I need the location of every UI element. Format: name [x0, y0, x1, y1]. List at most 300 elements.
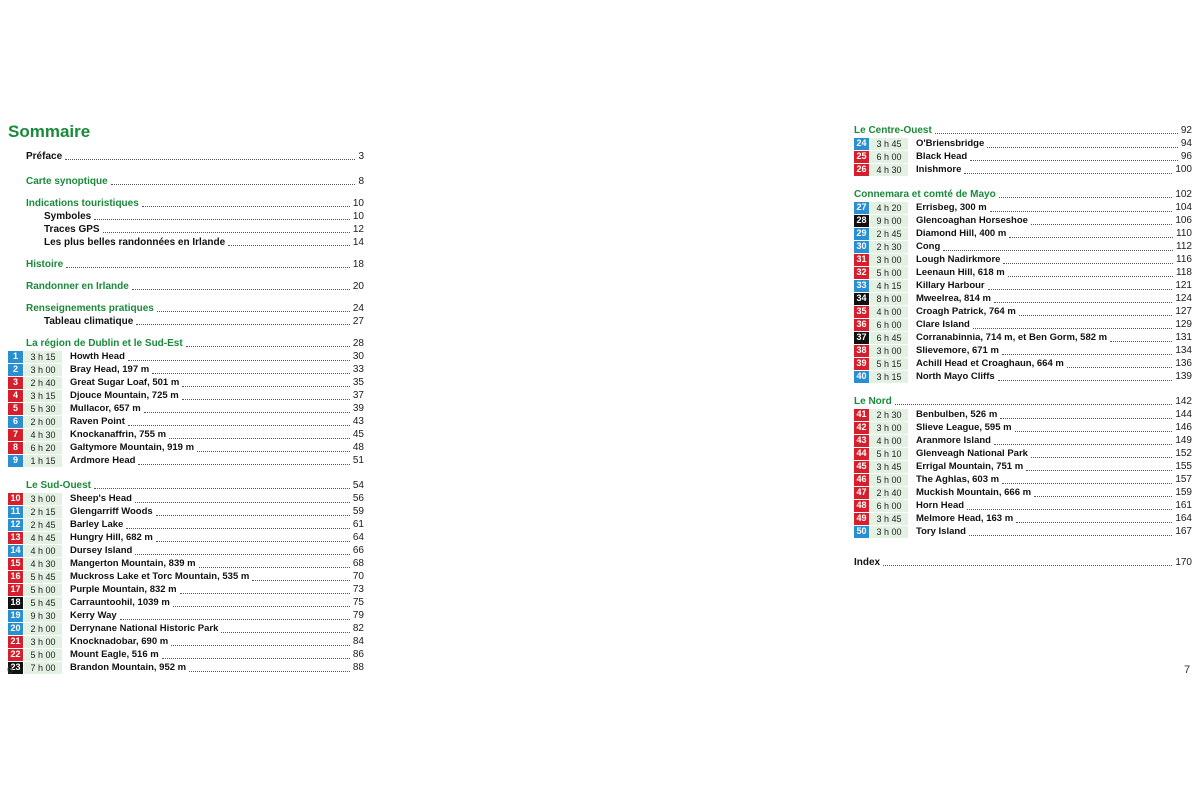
toc-entry[interactable] [854, 124, 1192, 137]
walk-number-badge: 17 [8, 584, 23, 596]
dot-leader [144, 412, 350, 413]
walk-number-badge: 14 [8, 545, 23, 557]
walk-entry[interactable] [8, 350, 364, 363]
dot-leader [94, 488, 350, 489]
walk-number-badge: 46 [854, 474, 869, 486]
walk-duration: 3 h 00 [870, 345, 908, 357]
toc-entry[interactable] [854, 556, 1192, 569]
dot-leader [66, 267, 350, 268]
walk-number-badge: 29 [854, 228, 869, 240]
walk-name: Mullacor, 657 m [70, 403, 141, 414]
walk-duration: 3 h 15 [24, 351, 62, 363]
toc-entry[interactable] [8, 223, 364, 236]
page-number-right: 7 [1184, 664, 1191, 676]
walk-name: Croagh Patrick, 764 m [916, 306, 1016, 317]
walk-number-badge: 23 [8, 662, 23, 674]
walk-duration: 3 h 00 [870, 254, 908, 266]
dot-leader [1031, 224, 1172, 225]
walk-entry[interactable] [8, 518, 364, 531]
walk-number-badge: 11 [8, 506, 23, 518]
walk-page: 79 [352, 610, 364, 621]
walk-entry[interactable] [8, 402, 364, 415]
walk-entry[interactable] [854, 357, 1192, 370]
walk-page: 61 [352, 519, 364, 530]
walk-name: Carrauntoohil, 1039 m [70, 597, 170, 608]
toc-entry-label: Histoire [26, 259, 64, 270]
walk-number-badge: 5 [8, 403, 23, 415]
walk-name: Killary Harbour [916, 280, 985, 291]
walk-entry[interactable] [854, 447, 1192, 460]
dot-leader [156, 541, 350, 542]
dot-leader [895, 404, 1173, 405]
walk-entry[interactable] [854, 525, 1192, 538]
walk-name: North Mayo Cliffs [916, 371, 995, 382]
walk-number-badge: 1 [8, 351, 23, 363]
walk-page: 124 [1175, 293, 1192, 304]
toc-gap [854, 538, 1192, 556]
walk-entry[interactable] [854, 318, 1192, 331]
walk-page: 33 [352, 364, 364, 375]
walk-number-badge: 38 [854, 345, 869, 357]
walk-entry[interactable] [8, 544, 364, 557]
walk-entry[interactable] [854, 137, 1192, 150]
dot-leader [999, 197, 1173, 198]
walk-number-badge: 8 [8, 442, 23, 454]
walk-duration: 9 h 00 [870, 215, 908, 227]
walk-entry[interactable] [8, 376, 364, 389]
walk-page: 73 [352, 584, 364, 595]
walk-entry[interactable] [854, 214, 1192, 227]
walk-entry[interactable] [8, 441, 364, 454]
walk-name: Raven Point [70, 416, 125, 427]
dot-leader [182, 399, 350, 400]
dot-leader [1015, 431, 1173, 432]
walk-page: 59 [352, 506, 364, 517]
walk-number-badge: 40 [854, 371, 869, 383]
walk-entry[interactable] [8, 570, 364, 583]
dot-leader [180, 593, 350, 594]
walk-entry[interactable] [854, 421, 1192, 434]
walk-entry[interactable] [8, 492, 364, 505]
walk-page: 159 [1175, 487, 1192, 498]
walk-duration: 1 h 15 [24, 455, 62, 467]
walk-page: 37 [352, 390, 364, 401]
walk-number-badge: 6 [8, 416, 23, 428]
dot-leader [1002, 354, 1172, 355]
toc-entry-page: 54 [352, 480, 364, 491]
walk-entry[interactable] [854, 150, 1192, 163]
dot-leader [1002, 483, 1172, 484]
walk-entry[interactable] [8, 454, 364, 467]
walk-entry[interactable] [8, 428, 364, 441]
walk-name: Dursey Island [70, 545, 133, 556]
walk-name: Horn Head [916, 500, 965, 511]
toc-entry-page: 10 [352, 198, 364, 209]
dot-leader [1019, 315, 1173, 316]
dot-leader [988, 289, 1173, 290]
toc-entry[interactable] [8, 280, 364, 293]
walk-name: Lough Nadirkmore [916, 254, 1001, 265]
walk-number-badge: 24 [854, 138, 869, 150]
toc-entry-label: Indications touristiques [26, 198, 139, 209]
dot-leader [221, 632, 350, 633]
toc-entry[interactable] [8, 175, 364, 188]
walk-page: 86 [352, 649, 364, 660]
toc-entry[interactable] [8, 315, 364, 328]
toc-entry-label: Traces GPS [44, 224, 100, 235]
toc-entry[interactable] [8, 197, 364, 210]
dot-leader [135, 502, 350, 503]
walk-page: 157 [1175, 474, 1192, 485]
walk-duration: 3 h 15 [870, 371, 908, 383]
walk-number-badge: 10 [8, 493, 23, 505]
walk-entry[interactable] [854, 240, 1192, 253]
toc-gap [8, 249, 364, 258]
walk-page: 152 [1175, 448, 1192, 459]
walk-number-badge: 7 [8, 429, 23, 441]
toc-entry-page: 142 [1175, 396, 1192, 407]
toc-entry-page: 3 [358, 151, 364, 162]
walk-duration: 2 h 40 [870, 487, 908, 499]
walk-entry[interactable] [8, 635, 364, 648]
toc-gap [8, 467, 364, 479]
walk-duration: 4 h 20 [870, 202, 908, 214]
dot-leader [883, 565, 1172, 566]
dot-leader [126, 528, 350, 529]
dot-leader [973, 328, 1172, 329]
walk-entry[interactable] [854, 292, 1192, 305]
toc-entry[interactable] [8, 236, 364, 249]
walk-name: O'Briensbridge [916, 138, 985, 149]
walk-duration: 6 h 45 [870, 332, 908, 344]
toc-entry-page: 20 [352, 281, 364, 292]
toc-entry[interactable] [8, 210, 364, 223]
dot-leader [994, 302, 1172, 303]
walk-number-badge: 12 [8, 519, 23, 531]
walk-page: 149 [1175, 435, 1192, 446]
walk-duration: 3 h 15 [24, 390, 62, 402]
dot-leader [964, 173, 1172, 174]
dot-leader [935, 133, 1178, 134]
walk-number-badge: 13 [8, 532, 23, 544]
dot-leader [1034, 496, 1172, 497]
dot-leader [142, 206, 350, 207]
walk-name: Diamond Hill, 400 m [916, 228, 1007, 239]
walk-page: 118 [1176, 267, 1192, 278]
walk-page: 66 [352, 545, 364, 556]
walk-entry[interactable] [854, 473, 1192, 486]
walk-page: 112 [1176, 241, 1192, 252]
walk-duration: 4 h 45 [24, 532, 62, 544]
walk-duration: 5 h 00 [24, 649, 62, 661]
walk-entry[interactable] [8, 596, 364, 609]
walk-page: 75 [352, 597, 364, 608]
walk-entry[interactable] [854, 486, 1192, 499]
walk-page: 68 [352, 558, 364, 569]
walk-name: Great Sugar Loaf, 501 m [70, 377, 180, 388]
toc-entry-page: 170 [1175, 557, 1192, 568]
walk-entry[interactable] [8, 415, 364, 428]
walk-page: 155 [1175, 461, 1192, 472]
toc-entry-label: Renseignements pratiques [26, 303, 154, 314]
walk-page: 139 [1175, 371, 1192, 382]
walk-page: 164 [1175, 513, 1192, 524]
walk-page: 43 [352, 416, 364, 427]
toc-entry-page: 27 [352, 316, 364, 327]
walk-entry[interactable] [854, 344, 1192, 357]
walk-entry[interactable] [854, 163, 1192, 176]
dot-leader [1000, 418, 1172, 419]
walk-duration: 3 h 00 [870, 422, 908, 434]
walk-page: 100 [1175, 164, 1192, 175]
walk-name: Brandon Mountain, 952 m [70, 662, 187, 673]
walk-number-badge: 27 [854, 202, 869, 214]
walk-duration: 6 h 20 [24, 442, 62, 454]
dot-leader [111, 184, 356, 185]
walk-entry[interactable] [854, 253, 1192, 266]
walk-duration: 4 h 00 [24, 545, 62, 557]
toc-entry-page: 24 [352, 303, 364, 314]
walk-entry[interactable] [8, 583, 364, 596]
toc-gap [8, 328, 364, 337]
dot-leader [156, 515, 350, 516]
walk-entry[interactable] [8, 557, 364, 570]
toc-gap [8, 293, 364, 302]
walk-duration: 3 h 45 [870, 513, 908, 525]
walk-number-badge: 47 [854, 487, 869, 499]
dot-leader [199, 567, 350, 568]
walk-name: Aranmore Island [916, 435, 991, 446]
walk-name: Hungry Hill, 682 m [70, 532, 153, 543]
toc-entry-page: 102 [1175, 189, 1192, 200]
walk-name: Black Head [916, 151, 968, 162]
dot-leader [103, 232, 350, 233]
toc-entry-label: Le Nord [854, 396, 892, 407]
walk-entry[interactable] [854, 512, 1192, 525]
toc-entry-page: 92 [1180, 125, 1192, 136]
walk-entry[interactable] [854, 279, 1192, 292]
walk-entry[interactable] [854, 201, 1192, 214]
walk-page: 88 [352, 662, 364, 673]
walk-entry[interactable] [8, 505, 364, 518]
walk-duration: 2 h 30 [870, 409, 908, 421]
walk-name: Purple Mountain, 832 m [70, 584, 177, 595]
walk-number-badge: 37 [854, 332, 869, 344]
walk-page: 56 [352, 493, 364, 504]
walk-name: Errigal Mountain, 751 m [916, 461, 1024, 472]
walk-duration: 2 h 00 [24, 623, 62, 635]
walk-page: 45 [352, 429, 364, 440]
toc-entry[interactable] [8, 479, 364, 492]
walk-duration: 7 h 00 [24, 662, 62, 674]
toc-gap [8, 163, 364, 175]
page-number-left: 6 [7, 664, 14, 676]
walk-entry[interactable] [8, 389, 364, 402]
dot-leader [252, 580, 350, 581]
walk-entry[interactable] [854, 331, 1192, 344]
dot-leader [157, 311, 350, 312]
toc-entry-page: 14 [352, 237, 364, 248]
walk-number-badge: 39 [854, 358, 869, 370]
page-title: Sommaire [8, 122, 91, 141]
walk-page: 48 [352, 442, 364, 453]
walk-page: 144 [1175, 409, 1192, 420]
walk-number-badge: 2 [8, 364, 23, 376]
dot-leader [987, 147, 1178, 148]
toc-entry[interactable] [8, 150, 364, 163]
walk-entry[interactable] [854, 305, 1192, 318]
dot-leader [197, 451, 350, 452]
toc-entry-label: Tableau climatique [44, 316, 134, 327]
dot-leader [138, 464, 349, 465]
walk-name: Derrynane National Historic Park [70, 623, 219, 634]
walk-number-badge: 36 [854, 319, 869, 331]
walk-name: Mweelrea, 814 m [916, 293, 991, 304]
dot-leader [1067, 367, 1172, 368]
walk-entry[interactable] [8, 363, 364, 376]
walk-number-badge: 16 [8, 571, 23, 583]
toc-left [8, 150, 364, 674]
walk-page: 121 [1175, 280, 1192, 291]
dot-leader [1003, 263, 1173, 264]
walk-number-badge: 9 [8, 455, 23, 467]
walk-name: Tory Island [916, 526, 966, 537]
toc-gap [854, 176, 1192, 188]
walk-entry[interactable] [8, 609, 364, 622]
walk-page: 64 [352, 532, 364, 543]
walk-name: Glengarriff Woods [70, 506, 153, 517]
toc-entry[interactable] [8, 258, 364, 271]
dot-leader [1016, 522, 1172, 523]
walk-number-badge: 45 [854, 461, 869, 473]
walk-entry[interactable] [8, 661, 364, 674]
walk-duration: 2 h 45 [870, 228, 908, 240]
walk-number-badge: 48 [854, 500, 869, 512]
dot-leader [94, 219, 350, 220]
walk-entry[interactable] [8, 648, 364, 661]
walk-page: 129 [1175, 319, 1192, 330]
dot-leader [994, 444, 1172, 445]
walk-number-badge: 20 [8, 623, 23, 635]
dot-leader [970, 160, 1178, 161]
toc-entry[interactable] [854, 188, 1192, 201]
walk-number-badge: 41 [854, 409, 869, 421]
walk-name: Sheep's Head [70, 493, 132, 504]
walk-page: 136 [1175, 358, 1192, 369]
walk-duration: 2 h 15 [24, 506, 62, 518]
walk-number-badge: 49 [854, 513, 869, 525]
toc-entry-page: 28 [352, 338, 364, 349]
walk-page: 30 [352, 351, 364, 362]
dot-leader [162, 658, 350, 659]
dot-leader [120, 619, 350, 620]
walk-number-badge: 3 [8, 377, 23, 389]
walk-name: Achill Head et Croaghaun, 664 m [916, 358, 1064, 369]
toc-entry-page: 8 [358, 176, 364, 187]
walk-entry[interactable] [854, 460, 1192, 473]
walk-entry[interactable] [854, 370, 1192, 383]
walk-page: 82 [352, 623, 364, 634]
dot-leader [186, 346, 350, 347]
walk-page: 35 [352, 377, 364, 388]
walk-duration: 5 h 00 [870, 474, 908, 486]
toc-entry[interactable] [8, 302, 364, 315]
walk-duration: 4 h 30 [870, 164, 908, 176]
toc-entry[interactable] [8, 337, 364, 350]
walk-number-badge: 4 [8, 390, 23, 402]
dot-leader [1008, 276, 1173, 277]
walk-duration: 6 h 00 [870, 319, 908, 331]
walk-number-badge: 22 [8, 649, 23, 661]
dot-leader [1031, 457, 1172, 458]
walk-entry[interactable] [854, 434, 1192, 447]
toc-entry-label: Connemara et comté de Mayo [854, 189, 996, 200]
dot-leader [969, 535, 1172, 536]
toc-entry-label: Symboles [44, 211, 92, 222]
walk-number-badge: 18 [8, 597, 23, 609]
walk-entry[interactable] [854, 408, 1192, 421]
toc-right [854, 124, 1192, 569]
walk-name: Inishmore [916, 164, 962, 175]
walk-entry[interactable] [854, 266, 1192, 279]
walk-page: 39 [352, 403, 364, 414]
toc-entry-label: Le Centre-Ouest [854, 125, 932, 136]
toc-entry-page: 10 [352, 211, 364, 222]
dot-leader [1110, 341, 1172, 342]
dot-leader [128, 360, 350, 361]
walk-entry[interactable] [854, 227, 1192, 240]
walk-duration: 4 h 00 [870, 306, 908, 318]
walk-duration: 5 h 15 [870, 358, 908, 370]
walk-number-badge: 50 [854, 526, 869, 538]
dot-leader [136, 324, 350, 325]
walk-duration: 6 h 00 [870, 500, 908, 512]
dot-leader [189, 671, 350, 672]
walk-duration: 3 h 00 [870, 526, 908, 538]
walk-duration: 5 h 45 [24, 597, 62, 609]
walk-entry[interactable] [854, 499, 1192, 512]
walk-page: 51 [352, 455, 364, 466]
walk-name: Benbulben, 526 m [916, 409, 998, 420]
walk-entry[interactable] [8, 622, 364, 635]
walk-name: Muckish Mountain, 666 m [916, 487, 1032, 498]
walk-name: Djouce Mountain, 725 m [70, 390, 179, 401]
walk-name: Glenveagh National Park [916, 448, 1028, 459]
walk-duration: 3 h 45 [870, 461, 908, 473]
walk-number-badge: 32 [854, 267, 869, 279]
walk-duration: 4 h 15 [870, 280, 908, 292]
walk-name: Melmore Head, 163 m [916, 513, 1014, 524]
walk-duration: 3 h 00 [24, 493, 62, 505]
walk-page: 110 [1176, 228, 1192, 239]
walk-number-badge: 21 [8, 636, 23, 648]
toc-entry-label: Randonner en Irlande [26, 281, 129, 292]
toc-entry[interactable] [854, 395, 1192, 408]
walk-name: Mount Eagle, 516 m [70, 649, 159, 660]
walk-name: Muckross Lake et Torc Mountain, 535 m [70, 571, 250, 582]
walk-name: Errisbeg, 300 m [916, 202, 987, 213]
walk-entry[interactable] [8, 531, 364, 544]
walk-name: Galtymore Mountain, 919 m [70, 442, 195, 453]
walk-number-badge: 31 [854, 254, 869, 266]
walk-duration: 5 h 45 [24, 571, 62, 583]
walk-number-badge: 15 [8, 558, 23, 570]
walk-duration: 9 h 30 [24, 610, 62, 622]
walk-page: 127 [1175, 306, 1192, 317]
walk-name: Kerry Way [70, 610, 117, 621]
walk-page: 161 [1175, 500, 1192, 511]
toc-entry-label: La région de Dublin et le Sud-Est [26, 338, 183, 349]
